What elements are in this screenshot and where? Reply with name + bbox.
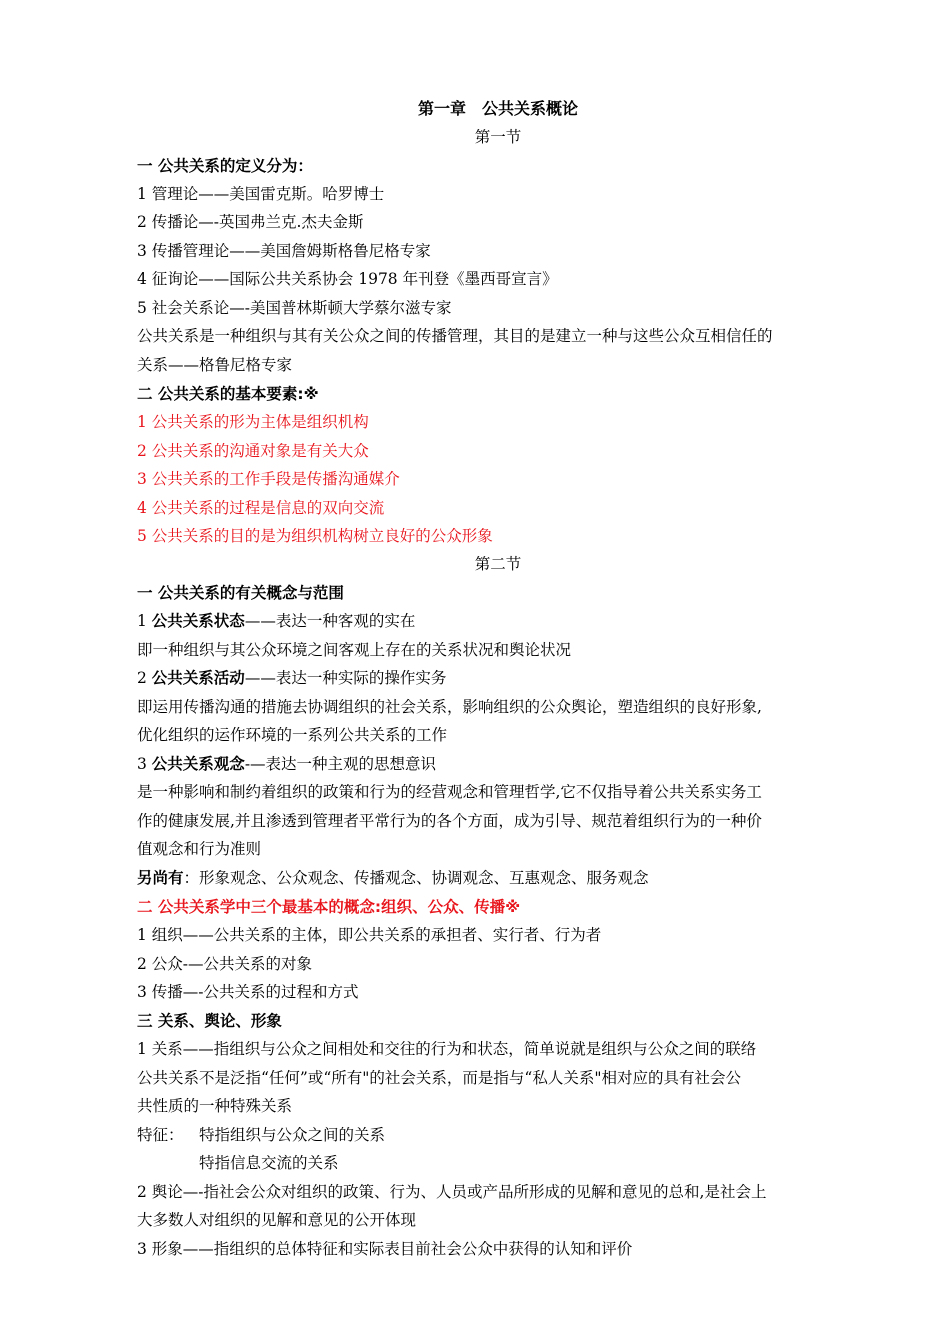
concept-3-desc: 值观念和行为准则 [137,840,262,858]
relation-line: 1 关系——指组织与公众之间相处和交往的行为和状态，简单说就是组织与公众之间的联络 [137,1040,757,1058]
definition-item: 3 传播管理论——美国詹姆斯格鲁尼格专家 [137,242,431,260]
definition-item: 2 传播论—-英国弗兰克.杰夫金斯 [137,213,364,231]
concepts-heading: 一 公共关系的有关概念与范围 [137,584,344,602]
section-2-heading: 第二节 [474,555,522,573]
opinion-line: 2 舆论—-指社会公众对组织的政策、行为、人员或产品所形成的见解和意见的总和,是社会上 [137,1183,767,1201]
concept-term: 公共关系活动 [151,669,245,687]
basic-item: 2 公众-—公共关系的对象 [137,955,313,973]
summary-line: 关系——格鲁尼格专家 [137,356,293,374]
relation-line: 共性质的一种特殊关系 [137,1097,293,1115]
element-item: 4 公共关系的过程是信息的双向交流 [137,499,385,517]
relation-heading: 三 关系、舆论、形象 [137,1012,282,1030]
concept-1 [137,610,415,632]
definition-item: 5 社会关系论—-美国普林斯顿大学蔡尔滋专家 [137,299,452,317]
concept-rest: ——表达一种客观的实在 [244,612,416,630]
concept-3-desc: 作的健康发展,并且渗透到管理者平常行为的各个方面，成为引导、规范着组织行为的一种价 [137,812,762,830]
element-item: 5 公共关系的目的是为组织机构树立良好的公众形象 [137,527,493,545]
also-rest: ：形象观念、公众观念、传播观念、协调观念、互惠观念、服务观念 [183,869,649,887]
concept-2 [137,667,446,689]
basic-item: 1 组织——公共关系的主体，即公共关系的承担者、实行者、行为者 [137,926,602,944]
basics-heading: 二 公共关系学中三个最基本的概念:组织、公众、传播※ [137,898,521,916]
feature-item: 特指信息交流的关系 [199,1154,339,1172]
opinion-line: 大多数人对组织的见解和意见的公开体现 [137,1211,417,1229]
features-label: 特征： [137,1126,184,1144]
chapter-title: 第一章 公共关系概论 [417,99,578,118]
concept-num: 2 [137,669,152,687]
element-item: 1 公共关系的形为主体是组织机构 [137,413,369,431]
summary-line: 公共关系是一种组织与其有关公众之间的传播管理，其目的是建立一种与这些公众互相信任的 [137,327,773,345]
concept-2-desc: 即运用传播沟通的措施去协调组织的社会关系，影响组织的公众舆论，塑造组织的良好形象, [137,698,762,716]
concept-1-desc: 即一种组织与其公众环境之间客观上存在的关系状况和舆论状况 [137,641,572,659]
concept-rest: ——表达一种实际的操作实务 [244,669,447,687]
concept-3-desc: 是一种影响和制约着组织的政策和行为的经营观念和管理哲学,它不仅指导着公共关系实务工 [137,783,762,801]
section-1-heading: 第一节 [474,128,522,146]
concept-num: 1 [137,612,152,630]
definition-item: 1 管理论——美国雷克斯。哈罗博士 [137,185,385,203]
elements-heading: 二 公共关系的基本要素:※ [137,385,319,403]
definition-item: 4 征询论——国际公共关系协会 1978 年刊登《墨西哥宣言》 [137,270,558,288]
definitions-heading: 一 公共关系的定义分为： [137,157,313,175]
concept-term: 公共关系状态 [151,612,245,630]
concept-term: 公共关系观念 [151,755,245,773]
relation-line: 公共关系不是泛指“任何”或“所有"的社会关系，而是指与“私人关系"相对应的具有社会公 [137,1069,741,1087]
feature-item: 特指组织与公众之间的关系 [199,1126,386,1144]
element-item: 3 公共关系的工作手段是传播沟通媒介 [137,470,400,488]
also-label: 另尚有 [137,869,184,887]
element-item: 2 公共关系的沟通对象是有关大众 [137,442,369,460]
image-line: 3 形象——指组织的总体特征和实际表目前社会公众中获得的认知和评价 [137,1240,633,1258]
basic-item: 3 传播—-公共关系的过程和方式 [137,983,359,1001]
also-line [137,867,649,889]
concept-rest: -—表达一种主观的思想意识 [244,755,437,773]
concept-2-desc: 优化组织的运作环境的一系列公共关系的工作 [137,726,448,744]
concept-3 [137,753,436,775]
concept-num: 3 [137,755,152,773]
